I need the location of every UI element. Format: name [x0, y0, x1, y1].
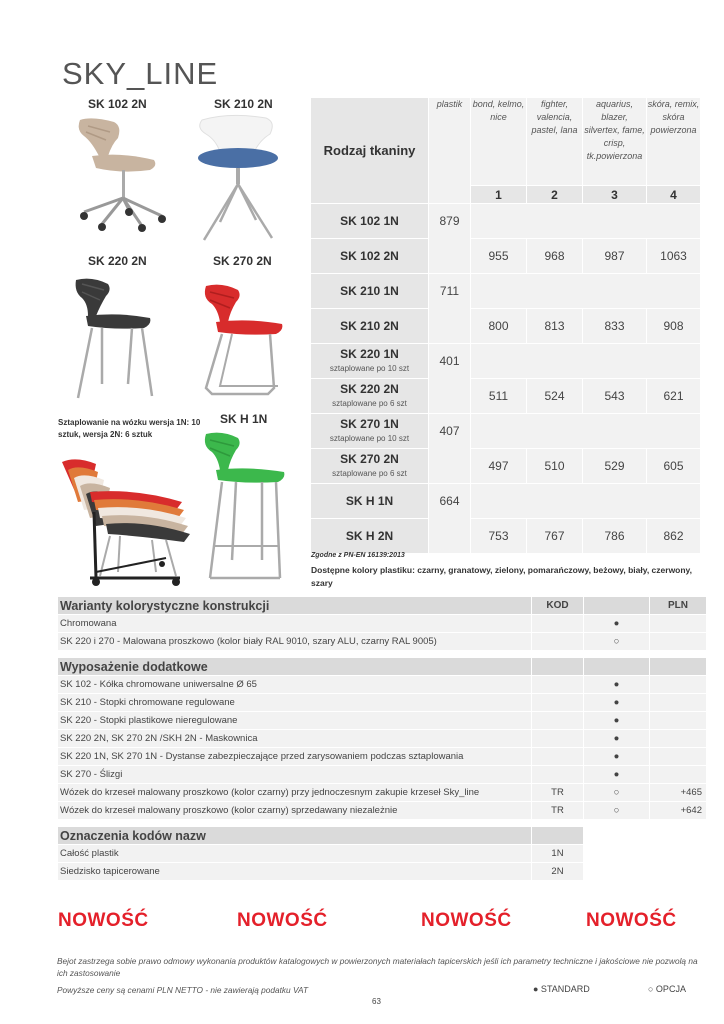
standard-dot-icon: ● — [584, 676, 650, 694]
stacked-chairs-image — [56, 452, 192, 587]
option-kod — [532, 694, 584, 712]
price-group-3: 987 — [583, 239, 647, 274]
option-kod: TR — [532, 802, 584, 820]
option-circle-icon: ○ — [584, 802, 650, 820]
option-kod: TR — [532, 784, 584, 802]
price-plastik: 664 — [429, 484, 471, 554]
price-row-empty — [471, 484, 701, 519]
legend-option: ○ OPCJA — [648, 984, 686, 994]
mark-header — [584, 597, 650, 615]
fabric-plastik: plastik — [429, 98, 471, 204]
price-group-2: 968 — [527, 239, 583, 274]
option-label: Chromowana — [58, 615, 532, 633]
option-label: SK 220 2N, SK 270 2N /SKH 2N - Maskownica — [58, 730, 532, 748]
price-group-4: 1063 — [647, 239, 701, 274]
price-group-2: 524 — [527, 379, 583, 414]
price-group-4: 862 — [647, 519, 701, 554]
model-row-label: SK 210 1N — [311, 274, 429, 309]
section-title-codes: Oznaczenia kodów nazw — [58, 827, 532, 845]
code-label: Siedzisko tapicerowane — [58, 863, 532, 881]
code-value: 2N — [532, 863, 584, 881]
price-group-2: 767 — [527, 519, 583, 554]
price-row-empty — [471, 414, 701, 449]
price-row-empty — [471, 274, 701, 309]
price-group-4: 605 — [647, 449, 701, 484]
option-label: SK 210 - Stopki chromowane regulowane — [58, 694, 532, 712]
price-group-4: 621 — [647, 379, 701, 414]
fabric-group-4: 4 — [647, 186, 701, 204]
model-row-label: SK 270 1N sztaplowane po 10 szt — [311, 414, 429, 449]
option-label: SK 220 i 270 - Malowana proszkowo (kolor biały RAL 9010, szary ALU, czarny RAL 9005) — [58, 633, 532, 651]
option-label: SK 220 - Stopki plastikowe nieregulowane — [58, 712, 532, 730]
price-group-3: 543 — [583, 379, 647, 414]
option-circle-icon: ○ — [584, 633, 650, 651]
price-group-2: 510 — [527, 449, 583, 484]
norm-compliance: Zgodne z PN-EN 16139:2013 — [311, 552, 405, 559]
fabric-group-2: 2 — [527, 186, 583, 204]
standard-dot-icon: ● — [584, 748, 650, 766]
price-group-1: 955 — [471, 239, 527, 274]
page-title: SKY_LINE — [62, 56, 219, 91]
option-kod — [532, 748, 584, 766]
stacking-note: Sztaplowanie na wózku wersja 1N: 10 sztuk, wersja 2N: 6 sztuk — [58, 418, 201, 439]
price-plastik: 879 — [429, 204, 471, 274]
option-price: +642 — [650, 802, 707, 820]
option-price — [650, 748, 707, 766]
price-group-1: 511 — [471, 379, 527, 414]
price-plastik: 711 — [429, 274, 471, 344]
option-kod — [532, 730, 584, 748]
model-row-label: SK H 1N — [311, 484, 429, 519]
option-kod — [532, 712, 584, 730]
model-label-skh: SK H 1N — [220, 412, 268, 426]
standard-dot-icon: ● — [584, 730, 650, 748]
price-table — [310, 97, 701, 554]
option-price: +465 — [650, 784, 707, 802]
section-title-variants: Warianty kolorystyczne konstrukcji — [58, 597, 532, 615]
option-kod — [532, 676, 584, 694]
model-label-sk270: SK 270 2N — [213, 254, 272, 268]
option-kod — [532, 615, 584, 633]
fabric-group-3: 3 — [583, 186, 647, 204]
sk102-chair-image — [62, 112, 172, 232]
model-label-sk102: SK 102 2N — [88, 97, 147, 111]
fabric-group-2-names: fighter, valencia, pastel, lana — [527, 98, 583, 186]
option-circle-icon: ○ — [584, 784, 650, 802]
option-label: SK 270 - Ślizgi — [58, 766, 532, 784]
model-row-label: SK 102 2N — [311, 239, 429, 274]
option-kod — [532, 633, 584, 651]
price-row-empty — [471, 204, 701, 239]
legend-standard: ● STANDARD — [533, 984, 590, 994]
price-row-empty — [471, 344, 701, 379]
price-group-1: 497 — [471, 449, 527, 484]
model-label-sk210: SK 210 2N — [214, 97, 273, 111]
model-label-sk220: SK 220 2N — [88, 254, 147, 268]
option-kod — [532, 766, 584, 784]
model-row-label: SK 220 1N sztaplowane po 10 szt — [311, 344, 429, 379]
code-value: 1N — [532, 845, 584, 863]
standard-dot-icon: ● — [584, 694, 650, 712]
model-row-label: SK 102 1N — [311, 204, 429, 239]
new-badge: NOWOŚĆ — [237, 910, 328, 931]
option-price — [650, 676, 707, 694]
disclaimer: Bejot zastrzega sobie prawo odmowy wykonania produktów katalogowych w powierzonych materiałach tapicerskich jeśli ich parametry techniczne i jakościowe nie pozwolą na ich zastosowanie — [57, 956, 698, 978]
fabric-group-1-names: bond, kelmo, nice — [471, 98, 527, 186]
price-plastik: 407 — [429, 414, 471, 484]
price-group-3: 833 — [583, 309, 647, 344]
section-title-equipment: Wyposażenie dodatkowe — [58, 658, 532, 676]
page-number: 63 — [372, 997, 381, 1006]
new-badge: NOWOŚĆ — [586, 910, 677, 931]
fabric-group-3-names: aquarius, blazer, silvertex, fame, crisp, tk.powierzona — [583, 98, 647, 186]
price-group-1: 753 — [471, 519, 527, 554]
standard-dot-icon: ● — [584, 766, 650, 784]
skh-chair-image — [196, 428, 296, 588]
fabric-group-4-names: skóra, remix, skóra powierzona — [647, 98, 701, 186]
price-plastik: 401 — [429, 344, 471, 414]
kod-header: KOD — [532, 597, 584, 615]
model-row-label: SK 270 2N sztaplowane po 6 szt — [311, 449, 429, 484]
model-row-label: SK 220 2N sztaplowane po 6 szt — [311, 379, 429, 414]
model-row-label: SK 210 2N — [311, 309, 429, 344]
option-price — [650, 633, 707, 651]
option-label: SK 220 1N, SK 270 1N - Dystanse zabezpieczające przed zarysowaniem podczas sztaplowania — [58, 748, 532, 766]
price-group-4: 908 — [647, 309, 701, 344]
model-row-label: SK H 2N — [311, 519, 429, 554]
option-label: Wózek do krzeseł malowany proszkowo (kolor czarny) sprzedawany niezależnie — [58, 802, 532, 820]
pln-header: PLN — [650, 597, 707, 615]
standard-dot-icon: ● — [584, 615, 650, 633]
price-group-2: 813 — [527, 309, 583, 344]
standard-dot-icon: ● — [584, 712, 650, 730]
option-label: SK 102 - Kółka chromowane uniwersalne Ø 65 — [58, 676, 532, 694]
price-group-1: 800 — [471, 309, 527, 344]
plastic-colors-note: Dostępne kolory plastiku: czarny, granatowy, zielony, pomarańczowy, beżowy, biały, czerwony, szary — [311, 565, 693, 588]
option-price — [650, 730, 707, 748]
sk220-chair-image — [68, 272, 158, 402]
options-table — [57, 596, 707, 881]
code-label: Całość plastik — [58, 845, 532, 863]
sk270-chair-image — [192, 282, 292, 402]
fabric-group-1: 1 — [471, 186, 527, 204]
price-group-3: 529 — [583, 449, 647, 484]
new-badge: NOWOŚĆ — [58, 910, 149, 931]
option-price — [650, 694, 707, 712]
new-badge: NOWOŚĆ — [421, 910, 512, 931]
option-price — [650, 712, 707, 730]
netto-note: Powyższe ceny są cenami PLN NETTO - nie zawierają podatku VAT — [57, 985, 309, 995]
fabric-type-header: Rodzaj tkaniny — [311, 98, 429, 204]
option-price — [650, 615, 707, 633]
sk210-chair-image — [190, 112, 290, 242]
option-label: Wózek do krzeseł malowany proszkowo (kolor czarny) przy jednoczesnym zakupie krzeseł Sky_line — [58, 784, 532, 802]
option-price — [650, 766, 707, 784]
price-group-3: 786 — [583, 519, 647, 554]
